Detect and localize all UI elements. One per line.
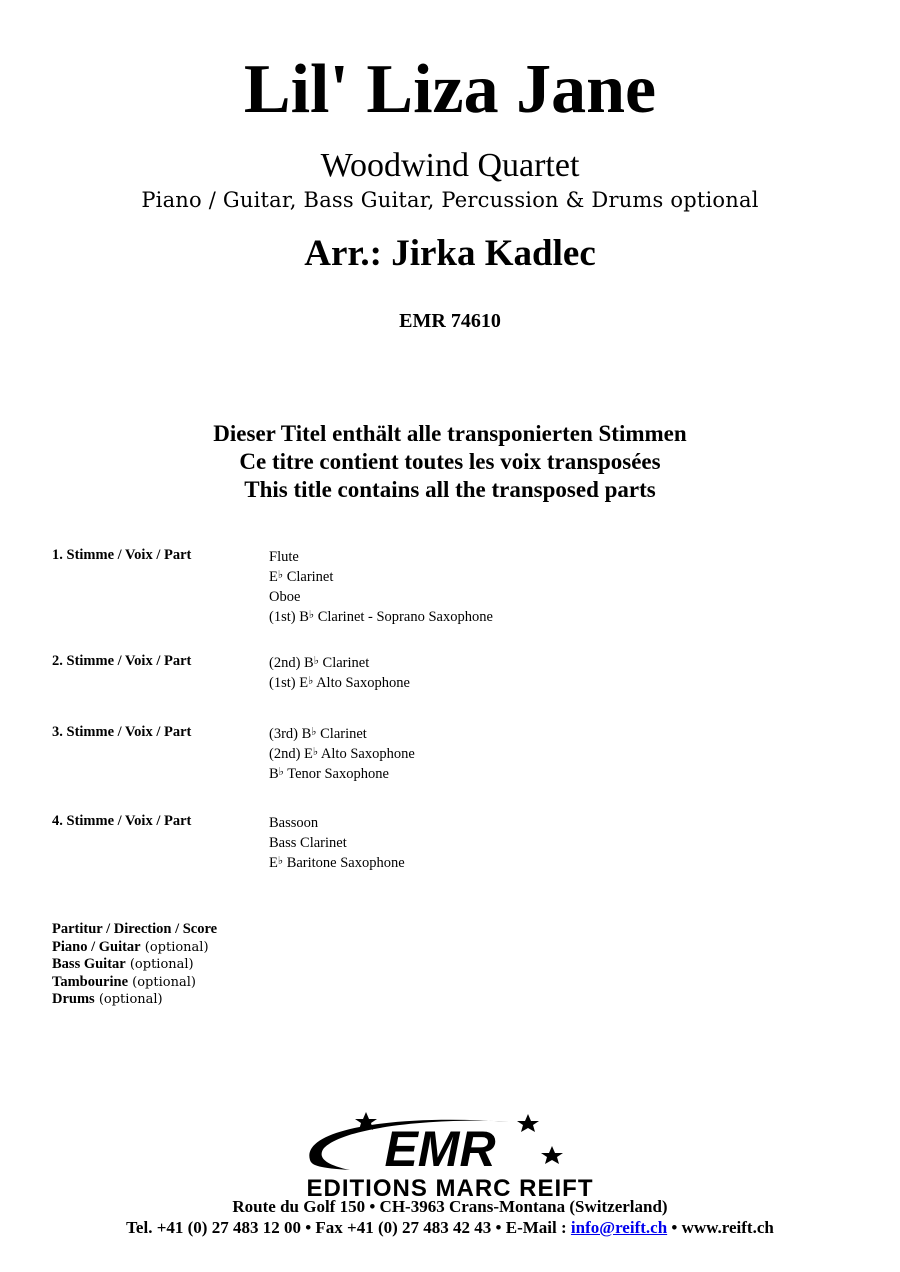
instrument-prefix: (2nd) B	[269, 655, 314, 671]
additional-part-item	[52, 956, 217, 974]
part-instrument-list	[269, 652, 812, 692]
instrument-item	[269, 723, 812, 743]
optional-note: (optional)	[128, 974, 196, 990]
instrument-name: Alto Saxophone	[318, 746, 415, 762]
instrument-name: Alto Saxophone	[313, 675, 410, 691]
additional-part-item	[52, 921, 217, 939]
publisher-contact	[0, 1217, 900, 1239]
instrument-prefix: (2nd) E	[269, 746, 313, 762]
instrument-name: Bass Clarinet	[269, 835, 347, 851]
instrument-name: Clarinet	[316, 726, 367, 742]
catalog-number: EMR 74610	[399, 310, 501, 332]
additional-part-item	[52, 974, 217, 992]
emr-logo	[240, 1108, 660, 1198]
ensemble-subtitle: Woodwind Quartet	[320, 147, 580, 184]
instrument-prefix: (1st) E	[269, 675, 309, 691]
instrument-item	[269, 586, 812, 606]
notice-french: Ce titre contient toutes les voix transposées	[239, 449, 661, 474]
instrument-item	[269, 652, 812, 672]
flat-sign: ♭	[311, 726, 317, 738]
instrument-prefix: E	[269, 855, 278, 871]
email-link[interactable]: info@reift.ch	[570, 1218, 668, 1237]
additional-part-name: Tambourine	[52, 973, 129, 990]
instrument-name: Tenor Saxophone	[283, 766, 389, 782]
part-label: 4. Stimme / Voix / Part	[52, 813, 192, 829]
instrument-prefix: (3rd) B	[269, 726, 312, 742]
instrument-item	[269, 743, 812, 763]
additional-part-name: Drums	[52, 991, 95, 1007]
part-group	[52, 812, 812, 872]
piece-title: Lil' Liza Jane	[243, 51, 657, 128]
flat-sign: ♭	[313, 655, 319, 667]
additional-part-item	[52, 939, 217, 957]
part-label: 2. Stimme / Voix / Part	[52, 653, 192, 669]
instrument-item	[269, 812, 812, 832]
flat-sign: ♭	[308, 609, 315, 621]
instrument-item	[269, 566, 812, 586]
optional-note: (optional)	[140, 939, 209, 955]
flat-sign: ♭	[278, 766, 284, 778]
contact-website: • www.reift.ch	[667, 1218, 774, 1237]
additional-part-name: Bass Guitar	[52, 956, 126, 972]
instrument-name: Flute	[269, 549, 299, 565]
logo-star-top-right	[517, 1114, 539, 1132]
instrument-prefix: B	[269, 766, 279, 782]
part-instrument-list	[269, 546, 812, 626]
instrument-name: Oboe	[269, 589, 301, 605]
part-group	[52, 723, 812, 783]
part-group	[52, 652, 812, 692]
additional-part-name: Piano / Guitar	[52, 938, 141, 955]
additional-part-name: Partitur / Direction / Score	[52, 921, 218, 937]
instrument-name: Clarinet	[283, 569, 334, 585]
additional-part-item	[52, 991, 217, 1009]
logo-mark: EMR	[384, 1121, 496, 1177]
part-instrument-list	[269, 723, 812, 783]
instrument-name: Clarinet	[318, 655, 370, 671]
instrument-name: Baritone Saxophone	[283, 855, 405, 871]
part-group	[52, 546, 812, 626]
instrument-item	[269, 672, 812, 692]
flat-sign: ♭	[312, 746, 319, 758]
instrument-item	[269, 852, 812, 872]
publisher-address: Route du Golf 150 • CH-3963 Crans-Montana (Switzerland)	[232, 1197, 668, 1216]
part-label: 1. Stimme / Voix / Part	[52, 547, 192, 563]
part-instrument-list	[269, 812, 812, 872]
instrument-prefix: E	[269, 569, 278, 585]
instrument-item	[269, 546, 812, 566]
flat-sign: ♭	[308, 675, 314, 687]
optional-instrumentation: Piano / Guitar, Bass Guitar, Percussion & Drums optional	[141, 188, 759, 212]
arranger-credit: Arr.: Jirka Kadlec	[304, 233, 596, 274]
instrument-name: Clarinet - Soprano Saxophone	[314, 609, 493, 625]
transposed-parts-notice	[0, 420, 900, 504]
flat-sign: ♭	[277, 855, 284, 867]
optional-note: (optional)	[94, 992, 163, 1007]
instrument-name: Bassoon	[269, 815, 319, 831]
flat-sign: ♭	[277, 569, 284, 581]
instrument-item	[269, 763, 812, 783]
logo-star-right	[541, 1146, 563, 1164]
logo-publisher-name: EDITIONS MARC REIFT	[306, 1175, 594, 1198]
instrument-item	[269, 606, 812, 626]
notice-english: This title contains all the transposed parts	[244, 477, 656, 502]
instrument-item	[269, 832, 812, 852]
instrument-prefix: (1st) B	[269, 609, 309, 625]
part-label: 3. Stimme / Voix / Part	[52, 724, 192, 740]
additional-parts-list	[52, 921, 217, 1009]
notice-german: Dieser Titel enthält alle transponierten Stimmen	[213, 421, 687, 446]
contact-phone-fax: Tel. +41 (0) 27 483 12 00 • Fax +41 (0) 27 483 42 43 • E-Mail :	[126, 1218, 571, 1237]
optional-note: (optional)	[125, 957, 194, 972]
